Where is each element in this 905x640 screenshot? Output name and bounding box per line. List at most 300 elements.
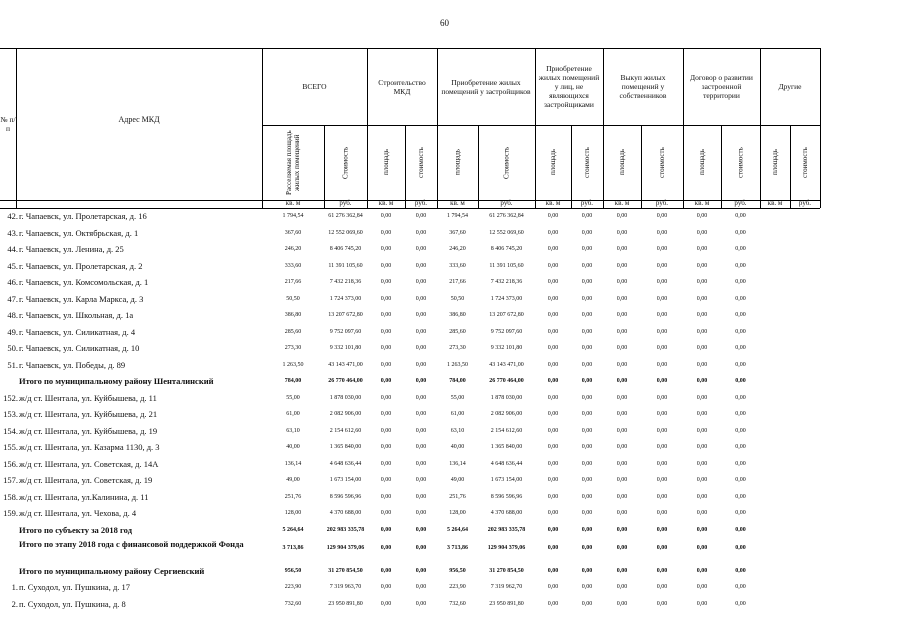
row-value: 732,60 (284, 600, 302, 607)
row-value: 0,00 (581, 444, 593, 450)
row-value: 0,00 (735, 411, 746, 417)
row-value: 0,00 (415, 262, 427, 269)
row-value: 0,00 (380, 510, 392, 516)
row-address: г. Чапаевск, ул. Силикатная, д. 10 (19, 343, 140, 353)
row-value: 0,00 (415, 460, 427, 467)
row-value: 12 552 069,60 (489, 229, 524, 236)
row-value: 0,00 (616, 600, 628, 607)
row-value: 0,00 (735, 545, 746, 551)
row-value: 0,00 (581, 361, 593, 368)
row-value: 0,00 (656, 600, 668, 607)
row-value: 1 365 840,00 (329, 444, 362, 450)
row-value: 0,00 (547, 378, 559, 384)
row-value: 0,00 (696, 477, 708, 483)
row-value: 0,00 (581, 545, 593, 551)
row-value: 1 263,50 (282, 361, 304, 368)
row-value: 0,00 (581, 295, 593, 302)
row-value: 2 154 612,60 (490, 427, 523, 434)
unit-label: кв. м (285, 199, 301, 207)
row-value: 0,00 (415, 510, 427, 516)
row-value: 0,00 (616, 567, 628, 574)
row-value: 0,00 (735, 213, 746, 219)
row-value: 246,20 (449, 246, 466, 252)
row-address: ж/д ст. Шентала, ул. Казарма 1130, д. 3 (19, 442, 160, 452)
group-header-purchase_other: Приобретение жилых помещений у лиц, не являющихся застройщиками (538, 64, 600, 109)
row-value: 0,00 (696, 328, 708, 335)
row-value: 0,00 (415, 312, 427, 318)
row-value: 12 552 069,60 (328, 229, 363, 236)
row-value: 251,76 (449, 493, 466, 500)
row-value: 0,00 (380, 584, 392, 590)
row-value: 0,00 (415, 411, 427, 417)
subheader-area: площадь (453, 149, 462, 176)
row-value: 0,00 (380, 493, 392, 500)
row-value: 0,00 (581, 477, 593, 483)
row-value: 0,00 (616, 526, 628, 533)
row-value: 0,00 (656, 584, 668, 590)
row-value: 0,00 (696, 545, 708, 551)
row-value: 1 878 030,00 (329, 394, 362, 401)
subheader-cost: Стоимость (341, 146, 350, 179)
row-value: 0,00 (616, 378, 628, 384)
row-value: 0,00 (547, 213, 559, 219)
unit-label: кв. м (614, 199, 630, 207)
unit-label: кв. м (450, 199, 465, 207)
row-value: 202 983 335,78 (326, 526, 365, 533)
unit-label: кв. м (694, 199, 710, 207)
row-value: 0,00 (581, 246, 593, 252)
row-value: 732,60 (449, 600, 466, 607)
row-value: 0,00 (380, 411, 392, 417)
row-value: 0,00 (616, 477, 628, 483)
row-value: 217,66 (284, 279, 302, 285)
row-value: 61,00 (286, 411, 300, 417)
row-value: 0,00 (380, 477, 392, 483)
row-value: 0,00 (656, 328, 668, 335)
row-value: 26 770 464,00 (489, 378, 524, 384)
unit-label: руб. (339, 199, 352, 207)
subheader-cost_lc: стоимость (416, 147, 425, 178)
row-address: г. Чапаевск, ул. Октябрьская, д. 1 (19, 227, 139, 238)
row-value: 5 264,64 (447, 526, 468, 533)
row-number: 157. (3, 475, 18, 485)
row-value: 0,00 (735, 477, 746, 483)
row-address: г. Чапаевск, ул. Пролетарская, д. 16 (19, 211, 147, 221)
row-address: ж/д ст. Шентала, ул. Куйбышева, д. 19 (19, 425, 158, 436)
row-value: 0,00 (656, 312, 668, 318)
row-value: 0,00 (616, 312, 628, 318)
row-number: 43. (7, 227, 18, 238)
row-value: 7 432 218,36 (490, 279, 523, 285)
row-value: 129 904 379,06 (487, 545, 526, 551)
row-value: 251,76 (284, 493, 302, 500)
row-value: 0,00 (656, 279, 668, 285)
row-value: 0,00 (547, 345, 559, 351)
row-value: 0,00 (581, 567, 593, 574)
row-value: 0,00 (616, 279, 628, 285)
row-number: 45. (7, 260, 18, 271)
row-value: 0,00 (415, 477, 427, 483)
row-value: 0,00 (616, 427, 628, 434)
row-value: 223,90 (284, 584, 302, 590)
row-value: 0,00 (547, 328, 559, 335)
subheader-area: площадь (770, 149, 779, 176)
row-value: 1 878 030,00 (490, 394, 523, 401)
row-address: г. Чапаевск, ул. Комсомольская, д. 1 (19, 277, 149, 287)
row-value: 8 406 745,20 (329, 246, 362, 252)
row-number: 153. (3, 409, 18, 419)
row-value: 0,00 (696, 279, 708, 285)
row-value: 1 794,54 (447, 213, 468, 219)
row-value: 0,00 (415, 584, 427, 590)
group-header-total: ВСЕГО (302, 82, 327, 91)
row-address: Итого по субъекту за 2018 год (19, 524, 132, 535)
subheader-cost_lc: стоимость (657, 147, 666, 178)
row-value: 0,00 (547, 411, 559, 417)
row-value: 13 207 672,80 (328, 312, 363, 318)
row-value: 0,00 (735, 460, 746, 467)
row-value: 367,60 (449, 229, 466, 236)
row-address: г. Чапаевск, ул. Победы, д. 89 (19, 359, 126, 370)
row-value: 0,00 (616, 345, 628, 351)
row-value: 0,00 (581, 600, 593, 607)
row-value: 0,00 (616, 246, 628, 252)
row-value: 0,00 (656, 510, 668, 516)
row-value: 0,00 (380, 567, 392, 574)
row-value: 0,00 (380, 378, 392, 384)
row-value: 367,60 (284, 229, 302, 236)
row-value: 0,00 (616, 510, 628, 516)
row-number: 154. (3, 425, 18, 436)
row-value: 0,00 (656, 213, 668, 219)
group-header-other: Другие (778, 82, 802, 91)
address-header: Адрес МКД (118, 115, 160, 124)
row-value: 0,00 (656, 545, 668, 551)
row-value: 8 596 596,96 (490, 493, 523, 500)
row-value: 0,00 (581, 229, 593, 236)
group-header-purchase_dev: Приобретение жилых помещений у застройщиков (441, 77, 531, 96)
row-address: ж/д ст. Шентала, ул. Чехова, д. 4 (19, 508, 137, 518)
row-value: 0,00 (696, 510, 708, 516)
row-value: 0,00 (735, 444, 746, 450)
row-number: 49. (7, 326, 18, 337)
row-value: 0,00 (696, 493, 708, 500)
row-value: 0,00 (547, 312, 559, 318)
subheader-cost_lc: стоимость (582, 147, 591, 178)
row-value: 0,00 (656, 361, 668, 368)
row-number: 155. (3, 442, 18, 452)
row-number: 158. (3, 491, 18, 502)
row-value: 0,00 (696, 361, 708, 368)
row-value: 0,00 (696, 229, 708, 236)
row-value: 61,00 (450, 411, 465, 417)
row-value: 0,00 (581, 345, 593, 351)
group-header-construction: Строительство МКД (378, 77, 426, 96)
row-value: 0,00 (380, 279, 392, 285)
row-value: 40,00 (286, 444, 300, 450)
subheader-cost_lc: стоимость (736, 147, 745, 178)
row-value: 2 082 906,00 (329, 411, 362, 417)
row-value: 1 724 373,00 (490, 295, 523, 302)
row-value: 273,30 (449, 345, 466, 351)
row-value: 0,00 (581, 328, 593, 335)
row-value: 61 276 362,84 (489, 213, 524, 219)
row-value: 0,00 (547, 584, 559, 590)
row-value: 0,00 (735, 427, 746, 434)
group-header-buyout: Выкуп жилых помещений у собственников (619, 73, 667, 100)
row-value: 0,00 (581, 411, 593, 417)
row-value: 0,00 (735, 567, 746, 574)
row-value: 31 270 854,50 (489, 567, 524, 574)
row-value: 55,00 (286, 394, 300, 401)
row-value: 31 270 854,50 (328, 567, 363, 574)
row-value: 0,00 (380, 361, 392, 368)
row-value: 0,00 (415, 295, 427, 302)
row-value: 0,00 (696, 295, 708, 302)
row-value: 0,00 (696, 394, 708, 401)
row-address: г. Чапаевск, ул. Ленина, д. 25 (19, 244, 124, 254)
row-value: 0,00 (547, 279, 559, 285)
subheader-resettled_area: Расселяемая площадь жилых помещений (284, 130, 301, 195)
row-value: 0,00 (735, 246, 746, 252)
row-value: 0,00 (380, 526, 392, 533)
row-value: 0,00 (735, 361, 746, 368)
row-number: 48. (7, 310, 18, 320)
row-value: 0,00 (735, 295, 746, 302)
row-value: 0,00 (380, 394, 392, 401)
row-value: 0,00 (581, 279, 593, 285)
row-number: 50. (7, 343, 18, 353)
row-value: 0,00 (616, 444, 628, 450)
row-value: 0,00 (380, 545, 392, 551)
row-value: 0,00 (581, 460, 593, 467)
group-header-development: Договор о развитии застроенной территории (690, 73, 753, 100)
row-value: 0,00 (616, 295, 628, 302)
row-value: 43 143 471,00 (489, 361, 524, 368)
row-value: 0,00 (656, 526, 668, 533)
row-value: 0,00 (616, 262, 628, 269)
row-value: 0,00 (696, 600, 708, 607)
row-value: 0,00 (380, 312, 392, 318)
row-value: 0,00 (380, 262, 392, 269)
row-value: 0,00 (581, 510, 593, 516)
row-value: 0,00 (735, 262, 746, 269)
row-value: 0,00 (581, 378, 593, 384)
subheader-cost_lc: стоимость (800, 147, 809, 178)
row-value: 49,00 (286, 477, 300, 483)
row-number: 46. (7, 277, 18, 287)
row-value: 246,20 (284, 246, 302, 252)
row-value: 0,00 (616, 545, 628, 551)
row-value: 0,00 (547, 427, 559, 434)
col-border (820, 48, 821, 208)
row-value: 285,60 (284, 328, 302, 335)
row-value: 136,14 (449, 460, 466, 467)
row-address: г. Чапаевск, ул. Школьная, д. 1а (19, 310, 134, 320)
row-number: 159. (3, 508, 18, 518)
row-address: г. Чапаевск, ул. Пролетарская, д. 2 (19, 260, 143, 271)
row-value: 273,30 (284, 345, 302, 351)
row-value: 386,80 (284, 312, 302, 318)
row-value: 0,00 (581, 312, 593, 318)
row-value: 0,00 (735, 312, 746, 318)
row-value: 11 391 105,60 (328, 262, 363, 269)
row-value: 0,00 (380, 460, 392, 467)
row-value: 0,00 (696, 312, 708, 318)
row-value: 956,50 (449, 567, 466, 574)
row-value: 0,00 (696, 584, 708, 590)
row-value: 1 794,54 (282, 213, 304, 219)
row-value: 0,00 (656, 567, 668, 574)
row-value: 0,00 (656, 477, 668, 483)
row-value: 0,00 (547, 545, 559, 551)
row-value: 23 950 891,80 (328, 600, 363, 607)
subheader-cost: Стоимость (502, 146, 511, 179)
row-value: 0,00 (581, 526, 593, 533)
row-value: 0,00 (696, 411, 708, 417)
row-value: 784,00 (449, 378, 466, 384)
row-address: ж/д ст. Шентала, ул. Куйбышева, д. 21 (19, 409, 158, 419)
row-value: 0,00 (547, 600, 559, 607)
row-value: 0,00 (696, 246, 708, 252)
row-address: г. Чапаевск, ул. Карла Маркса, д. 3 (19, 293, 144, 304)
row-address: ж/д ст. Шентала, ул. Советская, д. 14А (19, 458, 159, 469)
row-value: 0,00 (656, 394, 668, 401)
row-address: п. Суходол, ул. Пушкина, д. 8 (19, 598, 126, 609)
row-value: 0,00 (696, 460, 708, 467)
row-value: 0,00 (656, 444, 668, 450)
row-value: 50,50 (450, 295, 465, 302)
row-value: 0,00 (696, 345, 708, 351)
row-value: 0,00 (581, 213, 593, 219)
row-value: 0,00 (616, 584, 628, 590)
row-value: 0,00 (696, 378, 708, 384)
row-value: 217,66 (449, 279, 466, 285)
row-value: 0,00 (380, 600, 392, 607)
row-value: 8 596 596,96 (329, 493, 362, 500)
page-number: 60 (440, 18, 449, 28)
row-value: 0,00 (415, 545, 427, 551)
row-value: 956,50 (284, 567, 302, 574)
row-value: 50,50 (286, 295, 300, 302)
row-value: 9 752 097,60 (490, 328, 523, 335)
row-value: 0,00 (415, 444, 427, 450)
row-address: ж/д ст. Шентала, ул. Советская, д. 19 (19, 475, 153, 485)
row-value: 0,00 (735, 493, 746, 500)
table-top-border (0, 48, 820, 49)
row-value: 55,00 (450, 394, 465, 401)
row-value: 40,00 (450, 444, 465, 450)
row-value: 0,00 (616, 229, 628, 236)
row-value: 1 724 373,00 (329, 295, 362, 302)
row-value: 0,00 (547, 229, 559, 236)
row-value: 61 276 362,84 (328, 213, 363, 219)
row-value: 333,60 (284, 262, 302, 269)
row-number: 2. (11, 598, 18, 609)
unit-label: руб. (734, 199, 747, 207)
row-value: 0,00 (735, 345, 746, 351)
row-value: 7 432 218,36 (329, 279, 362, 285)
row-value: 9 752 097,60 (329, 328, 362, 335)
row-value: 0,00 (415, 213, 427, 219)
row-value: 2 154 612,60 (329, 427, 362, 434)
row-value: 0,00 (616, 394, 628, 401)
row-value: 136,14 (284, 460, 302, 467)
row-value: 0,00 (656, 262, 668, 269)
row-value: 0,00 (547, 246, 559, 252)
row-value: 43 143 471,00 (328, 361, 363, 368)
row-value: 0,00 (547, 295, 559, 302)
row-value: 0,00 (581, 394, 593, 401)
subheader-area: площадь (697, 149, 706, 176)
row-value: 0,00 (656, 427, 668, 434)
row-value: 5 264,64 (282, 526, 304, 533)
col-border-num (16, 48, 17, 208)
row-value: 0,00 (415, 567, 427, 574)
row-value: 0,00 (547, 444, 559, 450)
row-value: 3 713,86 (282, 545, 304, 551)
row-number: 42. (7, 211, 18, 221)
row-value: 0,00 (656, 460, 668, 467)
row-value: 0,00 (616, 493, 628, 500)
row-value: 0,00 (735, 510, 746, 516)
row-value: 0,00 (735, 229, 746, 236)
row-value: 0,00 (656, 246, 668, 252)
row-value: 0,00 (547, 567, 559, 574)
row-value: 0,00 (735, 600, 746, 607)
row-value: 0,00 (656, 345, 668, 351)
row-address: Итого по муниципальному району Сергиевский (19, 565, 205, 576)
subheader-area: площадь (381, 149, 390, 176)
row-value: 0,00 (616, 460, 628, 467)
row-value: 223,90 (449, 584, 466, 590)
num-header: № п/п (0, 115, 16, 133)
unit-label: руб. (414, 199, 428, 207)
subheader-area: площадь (617, 149, 626, 176)
row-value: 784,00 (284, 378, 302, 384)
row-value: 0,00 (380, 345, 392, 351)
row-value: 0,00 (696, 444, 708, 450)
row-number: 44. (7, 244, 18, 254)
row-value: 0,00 (696, 427, 708, 434)
row-value: 13 207 672,80 (489, 312, 524, 318)
row-value: 8 406 745,20 (490, 246, 523, 252)
row-value: 23 950 891,80 (489, 600, 524, 607)
row-number: 1. (11, 582, 18, 592)
row-number: 47. (7, 293, 18, 304)
row-value: 7 319 962,70 (490, 584, 523, 590)
subheader-area: площадь (548, 149, 557, 176)
row-value: 1 365 840,00 (490, 444, 523, 450)
row-value: 0,00 (735, 526, 746, 533)
row-value: 0,00 (415, 493, 427, 500)
row-value: 4 370 688,00 (490, 510, 523, 516)
row-value: 11 391 105,60 (489, 262, 524, 269)
row-value: 26 770 464,00 (328, 378, 363, 384)
row-value: 0,00 (547, 477, 559, 483)
row-value: 128,00 (284, 510, 302, 516)
row-value: 9 332 101,80 (490, 345, 523, 351)
row-number: 51. (7, 359, 18, 370)
row-value: 0,00 (547, 262, 559, 269)
row-value: 0,00 (415, 526, 427, 533)
row-value: 0,00 (696, 262, 708, 269)
row-value: 7 319 963,70 (329, 584, 362, 590)
row-value: 0,00 (581, 493, 593, 500)
row-value: 0,00 (735, 279, 746, 285)
unit-label: руб. (500, 199, 513, 207)
row-value: 0,00 (696, 567, 708, 574)
